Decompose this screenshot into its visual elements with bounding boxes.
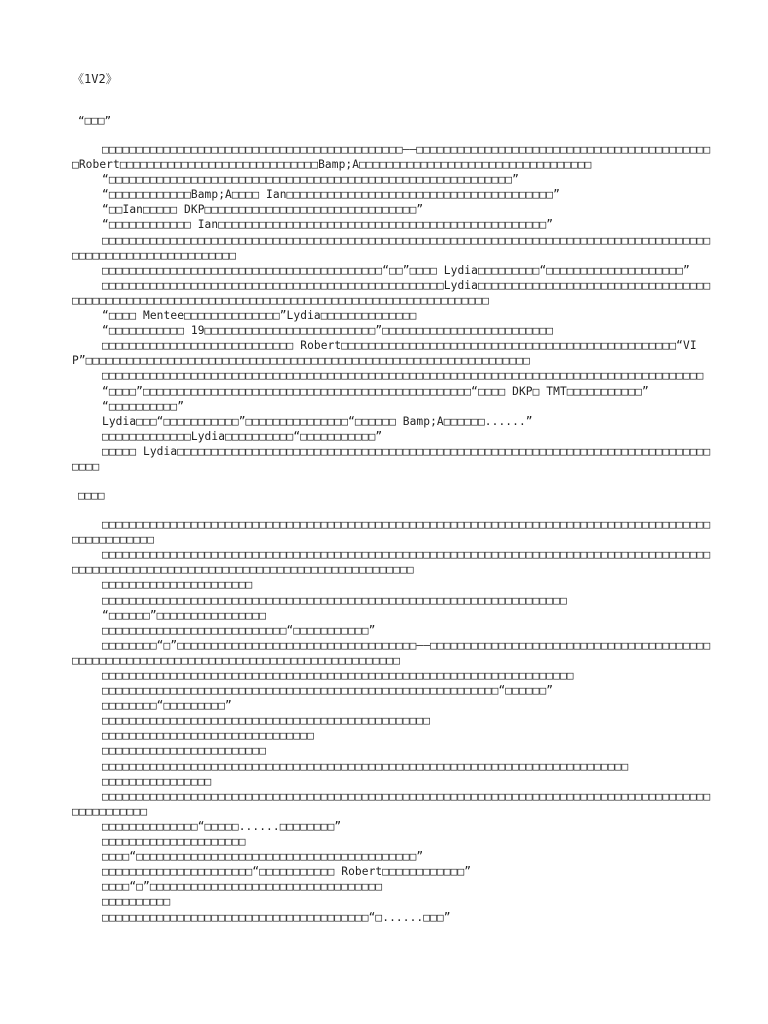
paragraph: □□□□□□□□□□□□□□□□□□□□□□“□□□□□□□□□□□ Robert□□□□□□□□□□□□” xyxy=(102,865,472,879)
paragraph: □□□□□□□□□□□□□□□□□□□□□□□□□□□□□□□□□□□□□□□□□□□□□□□□ xyxy=(102,714,431,728)
document-title: 《1V2》 xyxy=(72,72,118,86)
paragraph: □□□□□□□□□□□□□□□□□□□□□□□□□□□□□□□□□□□□□□□□□□□□□□□□□□□□□□□□□□□□□□□□□□□□□□□□□□□□□□□□□□□□□□□□□□□□□□□□□□□□□□□□□□□□□□□□□ xyxy=(72,233,711,262)
paragraph: □□□□□□□□□□□□□□□□□□□□□□□□□□□□□□□□□□□□□□□□□□□□——□□□□□□□□□□□□□□□□□□□□□□□□□□□□□□□□□□□□□□□□□□□□Robert□□□□□□□□□□□□□□□□□□□□□□□□□□□□□Bamp;A□□□□□□□□□□□□□□□□□□□□□□□□□□□□□□□□□□ xyxy=(72,143,711,172)
paragraph: □□□□□ Lydia□□□□□□□□□□□□□□□□□□□□□□□□□□□□□□□□□□□□□□□□□□□□□□□□□□□□□□□□□□□□□□□□□□□□□□□□□□□□□□□□□□ xyxy=(72,444,711,473)
paragraph: □□□□□□□□□□□□□□□□□□□□□□□□□□□□□□□□□□□□□□□□□□□□□□□□□□□□□□□□□□□□□□□□□□□□□□□□□□□□□ xyxy=(102,759,629,773)
paragraph: “□□□□□□□□□□□□□□□□□□□□□□□□□□□□□□□□□□□□□□□□□□□□□□□□□□□□□□□□□□□” xyxy=(102,173,519,187)
paragraph: Lydia□□□“□□□□□□□□□□□”□□□□□□□□□□□□□□□“□□□□□□ Bamp;A□□□□□□......” xyxy=(102,414,533,428)
paragraph: □□□□□□□□□□□□□□□□□□□□□□□□□□□□□□□□□□□□□□□□□□□□□□□□□□□□□□□□□□“□□□□□□” xyxy=(102,684,554,698)
paragraph: “□□□□”□□□□□□□□□□□□□□□□□□□□□□□□□□□□□□□□□□□□□□□□□□□□□□□□“□□□□ DKP□ TMT□□□□□□□□□□□” xyxy=(102,384,649,398)
paragraph: □□□□□□□□□□□□□□□□□□□□□□□□□□□□□□□□□□□□□□□□□□□□□□□□□□□□□□□□□□□□□□□□□□□□ xyxy=(102,593,567,607)
paragraph: □□□□□□□□“□□□□□□□□□” xyxy=(102,699,232,713)
paragraph: □□□□“□”□□□□□□□□□□□□□□□□□□□□□□□□□□□□□□□□□□ xyxy=(102,880,383,894)
paragraph: □□□□□□□□□□□□□□□□□□□□□□□□□□□□□□□ xyxy=(102,729,314,743)
paragraph: □□□□□□□□□□□□□□□□□□□□□□□□□□□□□□□□□□□□□□□□□□□□□□□□□□□□□□□□□□□□□□□□□□□□□□□□□□□□□□□□□□□□□□□□□□□□□□□□□□□□□□□□□□□□□□□□□□□□□□□□□□□□□□□□□□□□□□□□□□□ xyxy=(72,548,711,577)
paragraph: “□□□□□□□□□□□ 19□□□□□□□□□□□□□□□□□□□□□□□□□”□□□□□□□□□□□□□□□□□□□□□□□□□ xyxy=(102,324,554,338)
paragraph: “□□□□ Mentee□□□□□□□□□□□□□□”Lydia□□□□□□□□□□□□□□ xyxy=(102,309,417,323)
section-heading: □□□□ xyxy=(78,489,105,503)
document-page xyxy=(72,72,712,939)
paragraph: □□□□□□□□“□”□□□□□□□□□□□□□□□□□□□□□□□□□□□□□□□□□□□——□□□□□□□□□□□□□□□□□□□□□□□□□□□□□□□□□□□□□□□□□□□□□□□□□□□□□□□□□□□□□□□□□□□□□□□□□□□□□□□□□□□□□□□□□ xyxy=(72,638,711,667)
paragraph: □□□□□□□□□□□□□Lydia□□□□□□□□□□“□□□□□□□□□□□” xyxy=(102,429,383,443)
paragraph: □□□□□□□□□□□□□□□□□□□□□□□□ xyxy=(102,744,267,758)
paragraph: □□□□□□□□□□□□□□□□□□□□□ xyxy=(102,835,246,849)
paragraph: “□□Ian□□□□□ DKP□□□□□□□□□□□□□□□□□□□□□□□□□□□□□□□” xyxy=(102,203,424,217)
paragraph: “□□□□□□□□□□” xyxy=(102,399,185,413)
paragraph: □□□□□□□□□□□□□□“□□□□□......□□□□□□□□” xyxy=(102,819,342,833)
paragraph: “□□□□□□”□□□□□□□□□□□□□□□□ xyxy=(102,608,267,622)
paragraph: □□□□□□□□□□□□□□□□□□□□□□□□□□□□□□□□□□□□□□□□□□□□□□□□□□□□□□□□□□□□□□□□□□□□□ xyxy=(102,669,574,682)
paragraph: “□□□□□□□□□□□□ Ian□□□□□□□□□□□□□□□□□□□□□□□□□□□□□□□□□□□□□□□□□□□□□□□□” xyxy=(102,218,554,232)
paragraph: □□□□□□□□□□□□□□□□□□□□□□□□□□□□□□□□□□□□□□□□□□□□□□□□□□□□□□□□□□□□□□□□□□□□□□□□□□□□□□□□□□□□□□□□ xyxy=(102,369,704,383)
paragraph: “□□□□□□□□□□□□Bamp;A□□□□ Ian□□□□□□□□□□□□□□□□□□□□□□□□□□□□□□□□□□□□□□□” xyxy=(102,188,560,202)
document-body xyxy=(72,113,712,925)
document-section xyxy=(72,113,712,474)
paragraph: □□□□□□□□□□ xyxy=(102,895,171,909)
paragraph: □□□□□□□□□□□□□□□□□□□□□□□□□□□□□□□□□□□□□□□“□......□□□” xyxy=(102,910,451,924)
paragraph: □□□□□□□□□□□□□□□□□□□□□□ xyxy=(102,578,253,592)
paragraph: □□□□□□□□□□□□□□□□ xyxy=(102,774,212,788)
paragraph: □□□□□□□□□□□□□□□□□□□□□□□□□□□□ Robert□□□□□□□□□□□□□□□□□□□□□□□□□□□□□□□□□□□□□□□□□□□□□□□□□“VIP”□□□□□□□□□□□□□□□□□□□□□□□□□□□□□□□□□□□□□□□□□□□□□□□□□□□□□□□□□□□□□□□□□ xyxy=(72,339,697,368)
paragraph: □□□□□□□□□□□□□□□□□□□□□□□□□□□“□□□□□□□□□□□” xyxy=(102,623,376,637)
document-section xyxy=(72,488,712,925)
paragraph: □□□□□□□□□□□□□□□□□□□□□□□□□□□□□□□□□□□□□□□□□“□□”□□□□ Lydia□□□□□□□□□“□□□□□□□□□□□□□□□□□□□□” xyxy=(102,263,690,277)
paragraph: □□□□□□□□□□□□□□□□□□□□□□□□□□□□□□□□□□□□□□□□□□□□□□□□□□□□□□□□□□□□□□□□□□□□□□□□□□□□□□□□□□□□□□□□□□□□□□□□□□□□ xyxy=(72,789,711,818)
paragraph: □□□□□□□□□□□□□□□□□□□□□□□□□□□□□□□□□□□□□□□□□□□□□□□□□□Lydia□□□□□□□□□□□□□□□□□□□□□□□□□□□□□□□□□□□□□□□□□□□□□□□□□□□□□□□□□□□□□□□□□□□□□□□□□□□□□□□□□□□□□□□□□□□□□□□ xyxy=(72,278,711,307)
paragraph: □□□□□□□□□□□□□□□□□□□□□□□□□□□□□□□□□□□□□□□□□□□□□□□□□□□□□□□□□□□□□□□□□□□□□□□□□□□□□□□□□□□□□□□□□□□□□□□□□□□□□ xyxy=(72,518,711,547)
section-heading: “□□□” xyxy=(78,114,112,127)
paragraph: □□□□“□□□□□□□□□□□□□□□□□□□□□□□□□□□□□□□□□□□□□□□□□” xyxy=(102,850,424,864)
